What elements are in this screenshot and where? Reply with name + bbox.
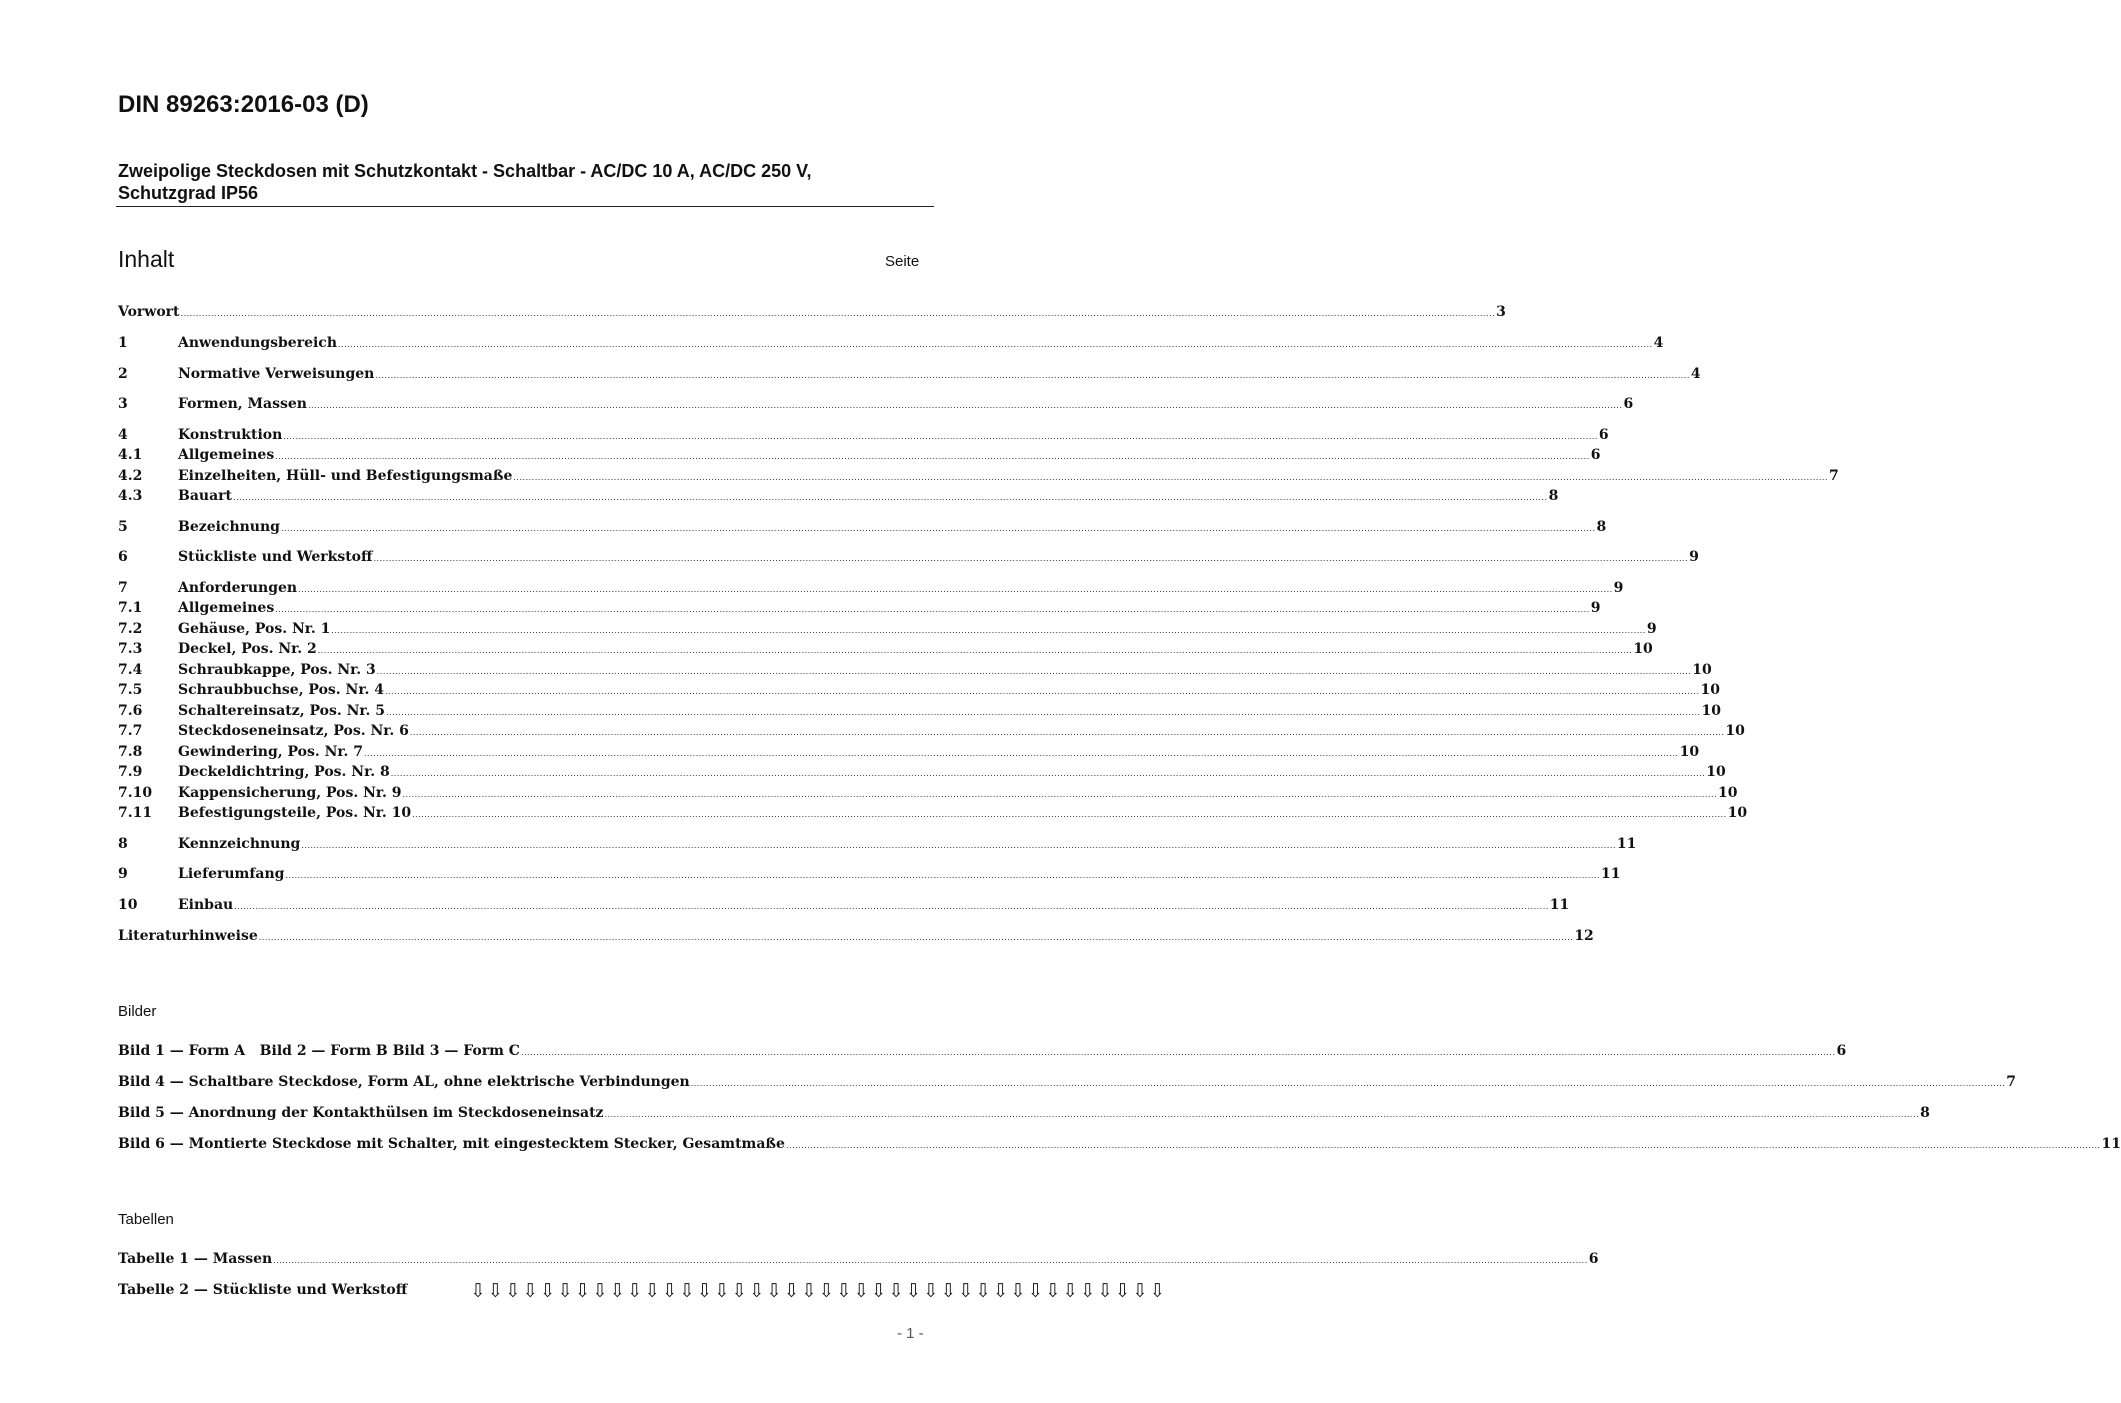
toc-entry[interactable]: [118, 895, 1570, 915]
toc-entry-title: Einbau: [178, 897, 234, 913]
toc-entry-page: 10: [1701, 703, 1722, 719]
toc-entry-title: Befestigungsteile, Pos. Nr. 10: [178, 805, 412, 821]
toc-heading: Inhalt: [118, 246, 175, 272]
toc-entry[interactable]: [118, 864, 1621, 884]
table-entry[interactable]: [118, 1280, 458, 1300]
toc-entry-page: 10: [1700, 682, 1720, 698]
dot-leader: [605, 1105, 1920, 1125]
toc-entry[interactable]: [118, 425, 1609, 445]
toc-entry[interactable]: [118, 394, 1634, 414]
title-divider: [116, 206, 934, 207]
toc-entry-title: Deckel, Pos. Nr. 2: [178, 641, 317, 657]
figure-entry-page: 7: [2006, 1074, 2017, 1090]
toc-entry-page: 10: [1633, 641, 1653, 657]
toc-entry[interactable]: [118, 803, 1748, 823]
toc-entry-page: 8: [1596, 519, 1607, 535]
toc-entry-page: 9: [1689, 549, 1699, 565]
toc-entry-title: Stückliste und Werkstoff: [178, 549, 373, 565]
toc-entry-title: Deckeldichtring, Pos. Nr. 8: [178, 764, 390, 780]
toc-entry-title: Formen, Massen: [178, 396, 307, 412]
dot-leader: [402, 785, 1717, 805]
toc-entry-number: 4: [118, 427, 128, 443]
dot-leader: [410, 723, 1725, 743]
dot-leader: [338, 335, 1653, 355]
dot-leader: [375, 366, 1690, 386]
toc-entry-page: 9: [1590, 600, 1601, 616]
toc-entry-title: Schaltereinsatz, Pos. Nr. 5: [178, 703, 385, 719]
toc-entry[interactable]: [118, 578, 1624, 598]
toc-entry-number: 7.6: [118, 703, 143, 719]
dot-leader: [318, 641, 1633, 661]
figure-entry[interactable]: [118, 1072, 2017, 1092]
figure-entry[interactable]: [118, 1041, 1847, 1061]
figure-entry-page: 11: [2101, 1136, 2121, 1152]
toc-entry[interactable]: [118, 445, 1601, 465]
toc-entry-page: 4: [1690, 366, 1701, 382]
figure-entry-title: Bild 4 — Schaltbare Steckdose, Form AL, ohne elektrische Verbindungen: [118, 1074, 690, 1090]
dot-leader: [275, 447, 1590, 467]
dot-leader: [521, 1043, 1836, 1063]
toc-entry-number: 7.4: [118, 662, 143, 678]
dot-leader: [181, 304, 1496, 324]
toc-entry-title: Anforderungen: [178, 580, 298, 596]
toc-entry-page: 3: [1496, 304, 1506, 320]
figure-entry[interactable]: [118, 1134, 2121, 1154]
toc-entry-page: 9: [1613, 580, 1624, 596]
figure-entry-page: 8: [1920, 1105, 1930, 1121]
toc-entry[interactable]: [118, 762, 1726, 782]
dot-leader: [281, 519, 1596, 539]
toc-entry-page: 10: [1692, 662, 1712, 678]
toc-entry-title: Normative Verweisungen: [178, 366, 375, 382]
dot-leader: [234, 897, 1549, 917]
down-arrows-row: ⇩⇩⇩⇩⇩⇩⇩⇩⇩⇩⇩⇩⇩⇩⇩⇩⇩⇩⇩⇩⇩⇩⇩⇩⇩⇩⇩⇩⇩⇩⇩⇩⇩⇩⇩⇩⇩⇩⇩⇩: [470, 1280, 1167, 1302]
dot-leader: [374, 549, 1689, 569]
toc-entry-number: 10: [118, 897, 138, 913]
toc-entry-title: Bezeichnung: [178, 519, 280, 535]
figure-entry-title: Bild 1 — Form A Bild 2 — Form B Bild 3 — Form C: [118, 1043, 520, 1059]
toc-entry-number: 7.7: [118, 723, 143, 739]
toc-entry-title: Kappensicherung, Pos. Nr. 9: [178, 785, 402, 801]
toc-entry-number: 2: [118, 366, 128, 382]
dot-leader: [412, 805, 1727, 825]
toc-entry-page: 9: [1646, 621, 1657, 637]
document-title: [118, 160, 934, 204]
dot-leader: [283, 427, 1598, 447]
toc-entry-number: 4.1: [118, 447, 143, 463]
figure-entry-page: 6: [1836, 1043, 1847, 1059]
toc-entry-number: 4.3: [118, 488, 143, 504]
toc-entry[interactable]: [118, 783, 1738, 803]
toc-entry[interactable]: [118, 701, 1722, 721]
dot-leader: [285, 866, 1600, 886]
toc-entry-title: Vorwort: [118, 304, 180, 320]
toc-entry[interactable]: [118, 466, 1839, 486]
dot-leader: [273, 1251, 1588, 1271]
page-number: - 1 -: [897, 1325, 924, 1342]
toc-entry-page: 7: [1828, 468, 1839, 484]
dot-leader: [275, 600, 1590, 620]
toc-entry-title: Gewindering, Pos. Nr. 7: [178, 744, 364, 760]
toc-entry[interactable]: [118, 364, 1701, 384]
toc-entry-title: Lieferumfang: [178, 866, 285, 882]
toc-entry-title: Schraubbuchse, Pos. Nr. 4: [178, 682, 384, 698]
toc-entry-title: Anwendungsbereich: [178, 335, 337, 351]
toc-entry-title: Bauart: [178, 488, 232, 504]
toc-entry-page: 6: [1623, 396, 1634, 412]
document-title-line-2: Schutzgrad IP56: [118, 183, 259, 203]
dot-leader: [233, 488, 1548, 508]
toc-entry-number: 7.3: [118, 641, 143, 657]
table-entry-title: Tabelle 2 — Stückliste und Werkstoff: [118, 1282, 408, 1298]
dot-leader: [301, 836, 1616, 856]
toc-entry-page: 10: [1706, 764, 1726, 780]
tables-heading: Tabellen: [118, 1211, 174, 1228]
toc-entry-page: 10: [1727, 805, 1748, 821]
dot-leader: [691, 1074, 2006, 1094]
dot-leader: [391, 764, 1706, 784]
toc-entry-number: 4.2: [118, 468, 143, 484]
table-entry[interactable]: [118, 1249, 1599, 1269]
toc-entry-number: 7.11: [118, 805, 153, 821]
toc-entry-number: 7.2: [118, 621, 143, 637]
dot-leader: [377, 662, 1692, 682]
toc-entry-number: 7.10: [118, 785, 153, 801]
table-entry-title: Tabelle 1 — Massen: [118, 1251, 273, 1267]
toc-entry-number: 6: [118, 549, 128, 565]
toc-entry[interactable]: [118, 834, 1637, 854]
toc-entry[interactable]: [118, 742, 1700, 762]
table-entry-page: 6: [1588, 1251, 1599, 1267]
dot-leader: [786, 1136, 2101, 1156]
document-title-line-1: Zweipolige Steckdosen mit Schutzkontakt - Schaltbar - AC/DC 10 A, AC/DC 250 V,: [118, 161, 812, 181]
toc-entry-title: Einzelheiten, Hüll- und Befestigungsmaße: [178, 468, 513, 484]
toc-entry-page: 8: [1548, 488, 1559, 504]
figure-entry-title: Bild 6 — Montierte Steckdose mit Schalter, mit eingestecktem Stecker, Gesamtmaße: [118, 1136, 785, 1152]
toc-entry[interactable]: [118, 302, 1506, 322]
toc-entry[interactable]: [118, 547, 1699, 567]
toc-entry[interactable]: [118, 660, 1712, 680]
figure-entry-title: Bild 5 — Anordnung der Kontakthülsen im Steckdoseneinsatz: [118, 1105, 604, 1121]
toc-entry-title: Allgemeines: [178, 447, 275, 463]
toc-entry-page: 4: [1653, 335, 1664, 351]
toc-entry[interactable]: [118, 639, 1653, 659]
toc-entry-title: Allgemeines: [178, 600, 275, 616]
toc-entry-number: 9: [118, 866, 128, 882]
toc-entry-number: 5: [118, 519, 128, 535]
toc-entry-number: 7.1: [118, 600, 143, 616]
toc-entry-page: 11: [1549, 897, 1570, 913]
dot-leader: [513, 468, 1828, 488]
dot-leader: [308, 396, 1623, 416]
toc-entry-number: 8: [118, 836, 128, 852]
toc-entry[interactable]: [118, 619, 1657, 639]
dot-leader: [386, 703, 1701, 723]
toc-entry[interactable]: [118, 926, 1594, 946]
dot-leader: [364, 744, 1679, 764]
toc-entry-title: Kennzeichnung: [178, 836, 301, 852]
toc-entry-page: 10: [1679, 744, 1700, 760]
toc-entry-number: 7.5: [118, 682, 143, 698]
toc-entry-page: 12: [1574, 928, 1594, 944]
figures-heading: Bilder: [118, 1003, 157, 1020]
toc-entry-number: 1: [118, 335, 128, 351]
toc-entry-title: Schraubkappe, Pos. Nr. 3: [178, 662, 376, 678]
toc-entry-title: Steckdoseneinsatz, Pos. Nr. 6: [178, 723, 409, 739]
dot-leader: [298, 580, 1613, 600]
toc-entry[interactable]: [118, 486, 1559, 506]
toc-entry-number: 7: [118, 580, 128, 596]
toc-entry-page: 6: [1598, 427, 1609, 443]
dot-leader: [259, 928, 1574, 948]
dot-leader: [331, 621, 1646, 641]
toc-entry[interactable]: [118, 680, 1720, 700]
toc-entry[interactable]: [118, 517, 1607, 537]
toc-entry-number: 7.9: [118, 764, 143, 780]
figure-entry[interactable]: [118, 1103, 1930, 1123]
page-column-label: Seite: [885, 253, 920, 270]
document-id: DIN 89263:2016-03 (D): [118, 91, 369, 118]
toc-entry[interactable]: [118, 333, 1664, 353]
toc-entry-page: 11: [1616, 836, 1637, 852]
toc-entry-page: 6: [1590, 447, 1601, 463]
dot-leader: [385, 682, 1700, 702]
toc-entry-number: 7.8: [118, 744, 143, 760]
toc-entry-number: 3: [118, 396, 128, 412]
toc-entry-title: Konstruktion: [178, 427, 283, 443]
toc-entry-title: Gehäuse, Pos. Nr. 1: [178, 621, 331, 637]
toc-entry-title: Literaturhinweise: [118, 928, 258, 944]
toc-entry[interactable]: [118, 598, 1601, 618]
toc-entry-page: 10: [1718, 785, 1738, 801]
toc-entry-page: 10: [1725, 723, 1745, 739]
toc-entry[interactable]: [118, 721, 1745, 741]
toc-entry-page: 11: [1601, 866, 1621, 882]
